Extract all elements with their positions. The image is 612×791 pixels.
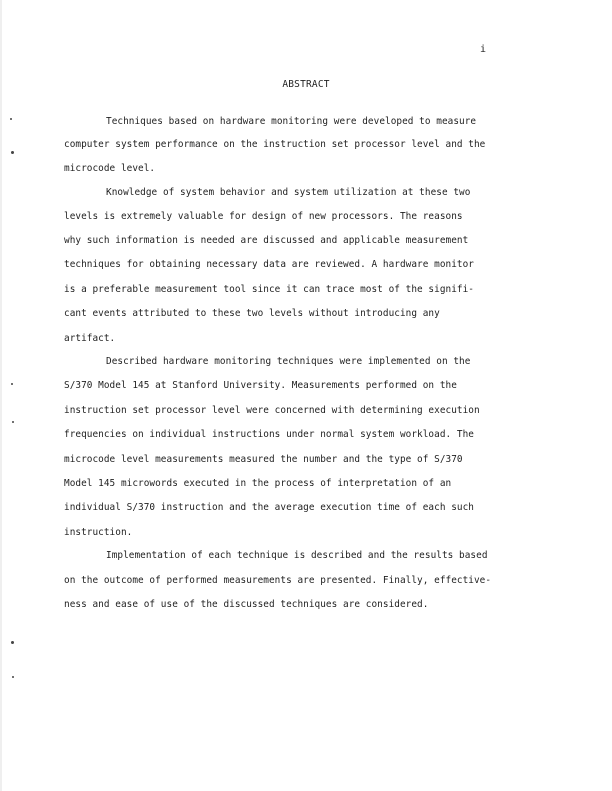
scan-speck <box>12 421 14 423</box>
paragraph-3-line-5: microcode level measurements measured the number and the type of S/370 <box>64 454 463 465</box>
scan-speck <box>11 383 13 385</box>
page-number: i <box>480 44 487 55</box>
scan-speck <box>11 151 14 154</box>
paragraph-3-line-1: Described hardware monitoring techniques were implemented on the <box>106 356 471 367</box>
paragraph-4-line-1: Implementation of each technique is described and the results based <box>106 550 488 561</box>
paragraph-3-line-4: frequencies on individual instructions under normal system workload. The <box>64 429 474 440</box>
scan-speck <box>10 118 12 120</box>
paragraph-1-line-2: computer system performance on the instruction set processor level and the <box>64 139 486 150</box>
paragraph-2-line-3: why such information is needed are discussed and applicable measurement <box>64 235 469 246</box>
paragraph-2-line-4: techniques for obtaining necessary data are reviewed. A hardware monitor <box>64 259 474 270</box>
paragraph-1-line-3: microcode level. <box>64 163 156 174</box>
abstract-title: ABSTRACT <box>282 79 330 90</box>
paragraph-2-line-1: Knowledge of system behavior and system utilization at these two <box>106 187 471 198</box>
paragraph-4-line-2: on the outcome of performed measurements are presented. Finally, effective- <box>64 575 492 586</box>
paragraph-2-line-7: artifact. <box>64 333 116 344</box>
scan-speck <box>11 641 14 644</box>
paragraph-3-line-2: S/370 Model 145 at Stanford University. Measurements performed on the <box>64 380 457 391</box>
scan-speck <box>12 676 14 678</box>
paragraph-2-line-5: is a preferable measurement tool since it can trace most of the signifi- <box>64 284 474 295</box>
page-edge <box>0 0 2 791</box>
paragraph-4-line-3: ness and ease of use of the discussed techniques are considered. <box>64 599 429 610</box>
paragraph-3-line-6: Model 145 microwords executed in the process of interpretation of an <box>64 478 452 489</box>
paragraph-3-line-8: instruction. <box>64 527 133 538</box>
paragraph-2-line-6: cant events attributed to these two levels without introducing any <box>64 308 440 319</box>
paragraph-2-line-2: levels is extremely valuable for design of new processors. The reasons <box>64 211 463 222</box>
paragraph-3-line-7: individual S/370 instruction and the average execution time of each such <box>64 502 474 513</box>
paragraph-1-line-1: Techniques based on hardware monitoring were developed to measure <box>106 116 477 127</box>
paragraph-3-line-3: instruction set processor level were concerned with determining execution <box>64 405 480 416</box>
